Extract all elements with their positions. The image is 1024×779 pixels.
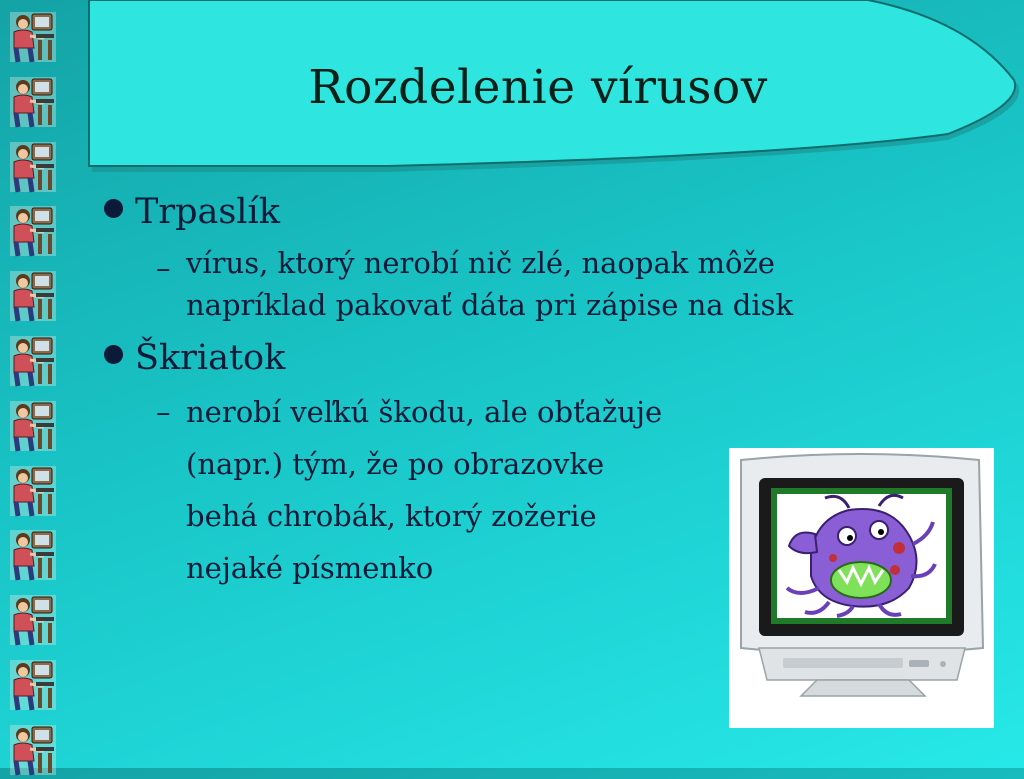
sub-bullet-dash: – [156, 395, 171, 429]
bullet-label: Trpaslík [135, 192, 280, 232]
left-icon-strip [0, 0, 66, 776]
person-at-computer-icon [8, 73, 58, 131]
sub-bullet-dash: – [156, 251, 171, 285]
bullet-dot-icon [104, 199, 123, 218]
person-at-computer-icon [8, 202, 58, 260]
person-at-computer-icon [8, 462, 58, 520]
slide-title: Rozdelenie vírusov [308, 60, 768, 115]
sub-bullet-line: nerobí veľkú škodu, ale obťažuje [186, 395, 663, 429]
bullet-item [104, 190, 884, 234]
monitor-virus-picture [729, 448, 994, 728]
sub-bullet-line: (napr.) tým, že po obrazovke [186, 447, 605, 481]
person-at-computer-icon [8, 397, 58, 455]
person-at-computer-icon [8, 138, 58, 196]
sub-bullet-text: vírus, ktorý nerobí nič zlé, naopak môže napríklad pakovať dáta pri zápise na disk [186, 246, 794, 322]
person-at-computer-icon [8, 526, 58, 584]
person-at-computer-icon [8, 8, 58, 66]
sub-bullet [156, 242, 884, 326]
sub-bullet-line: nejaké písmenko [186, 551, 434, 585]
bullet-label: Škriatok [135, 338, 286, 378]
person-at-computer-icon [8, 721, 58, 779]
person-at-computer-icon [8, 591, 58, 649]
sub-bullet-line: behá chrobák, ktorý zožerie [186, 499, 597, 533]
person-at-computer-icon [8, 267, 58, 325]
title-banner [88, 0, 1024, 178]
person-at-computer-icon [8, 656, 58, 714]
bullet-dot-icon [104, 345, 123, 364]
bullet-item [104, 336, 884, 380]
monitor-virus-icon [729, 448, 994, 728]
person-at-computer-icon [8, 332, 58, 390]
